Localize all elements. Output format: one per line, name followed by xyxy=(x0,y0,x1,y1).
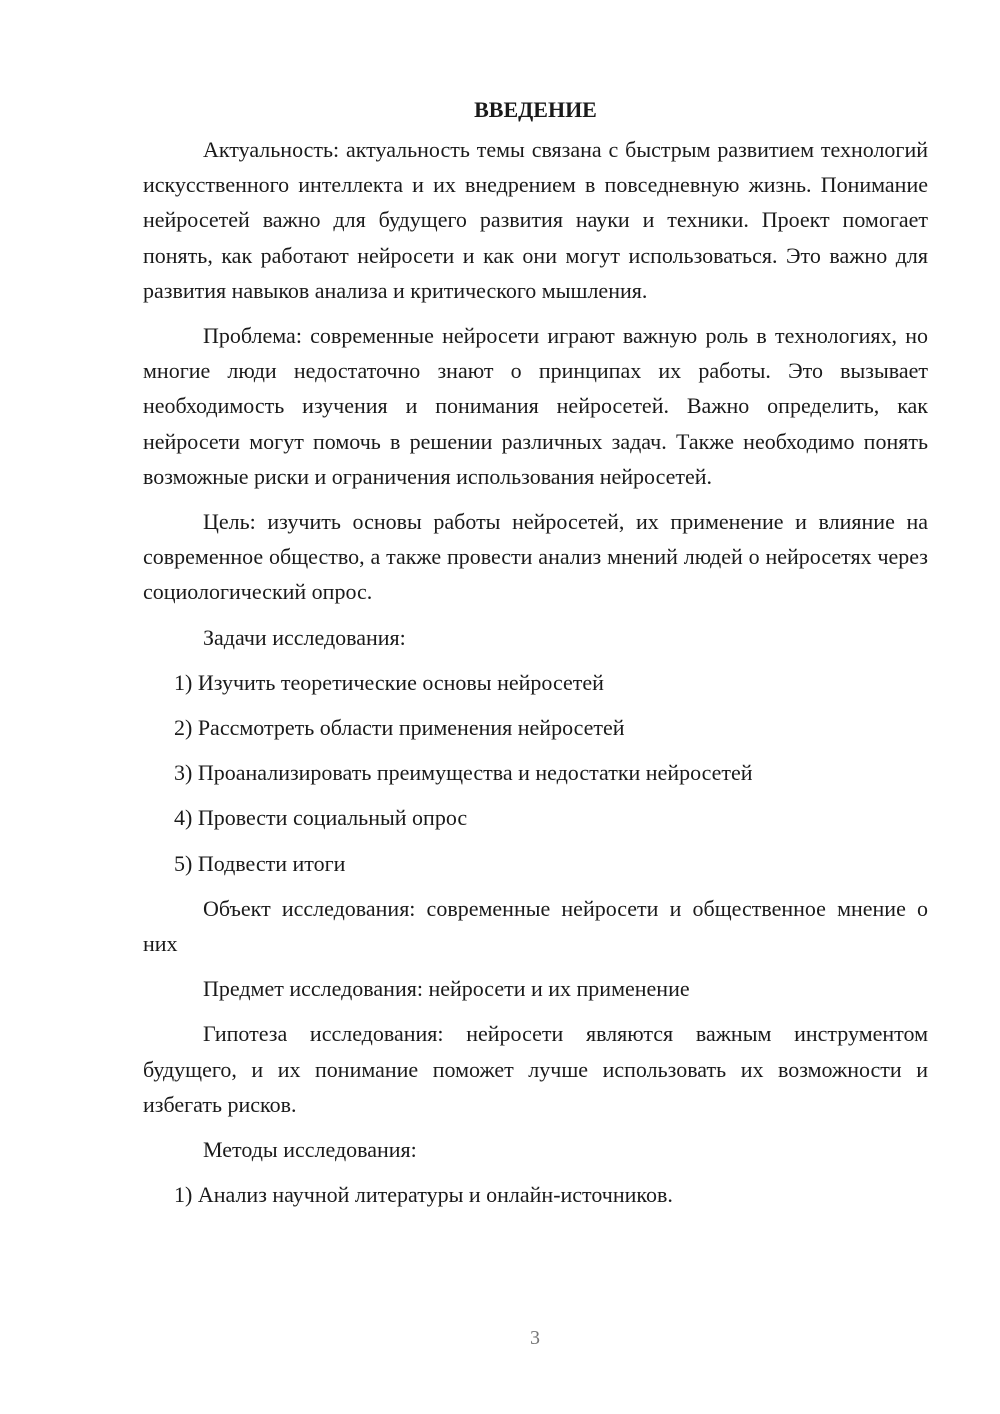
task-item-1: 1) Изучить теоретические основы нейросетей xyxy=(174,669,604,695)
method-item-1: 1) Анализ научной литературы и онлайн-источников. xyxy=(174,1182,673,1208)
tasks-title: Задачи исследования: xyxy=(203,624,406,650)
object-paragraph: Объект исследования: современные нейросети и общественное мнение о них xyxy=(143,895,928,957)
page-content xyxy=(143,92,928,1222)
subject-paragraph: Предмет исследования: нейросети и их применение xyxy=(203,976,690,1002)
methods-title: Методы исследования: xyxy=(203,1137,417,1163)
problem-paragraph: Проблема: современные нейросети играют важную роль в технологиях, но многие люди недостаточно знают о принципах их работы. Это вызывает необходимость изучения и понимания нейросетей. Важно определить, как нейросети могут помочь в решении различных задач. Также необходимо понять возможные риски и ограничения использования нейросетей. xyxy=(143,323,928,489)
goal-paragraph: Цель: изучить основы работы нейросетей, их применение и влияние на современное общество, а также провести анализ мнений людей о нейросетях через социологический опрос. xyxy=(143,509,928,605)
task-item-5: 5) Подвести итоги xyxy=(174,850,346,876)
section-heading: ВВЕДЕНИЕ xyxy=(474,97,597,122)
hypothesis-paragraph: Гипотеза исследования: нейросети являются важным инструментом будущего, и их понимание поможет лучше использовать их возможности и избегать рисков. xyxy=(143,1021,928,1117)
page-number: 3 xyxy=(530,1327,540,1349)
task-item-2: 2) Рассмотреть области применения нейросетей xyxy=(174,715,625,741)
task-item-4: 4) Провести социальный опрос xyxy=(174,805,468,831)
relevance-paragraph: Актуальность: актуальность темы связана с быстрым развитием технологий искусственного интеллекта и их внедрением в повседневную жизнь. Понимание нейросетей важно для будущего развития науки и техники. Проект помогает понять, как работают нейросети и как они могут использоваться. Это важно для развития навыков анализа и критического мышления. xyxy=(143,137,928,303)
task-item-3: 3) Проанализировать преимущества и недостатки нейросетей xyxy=(174,760,753,786)
